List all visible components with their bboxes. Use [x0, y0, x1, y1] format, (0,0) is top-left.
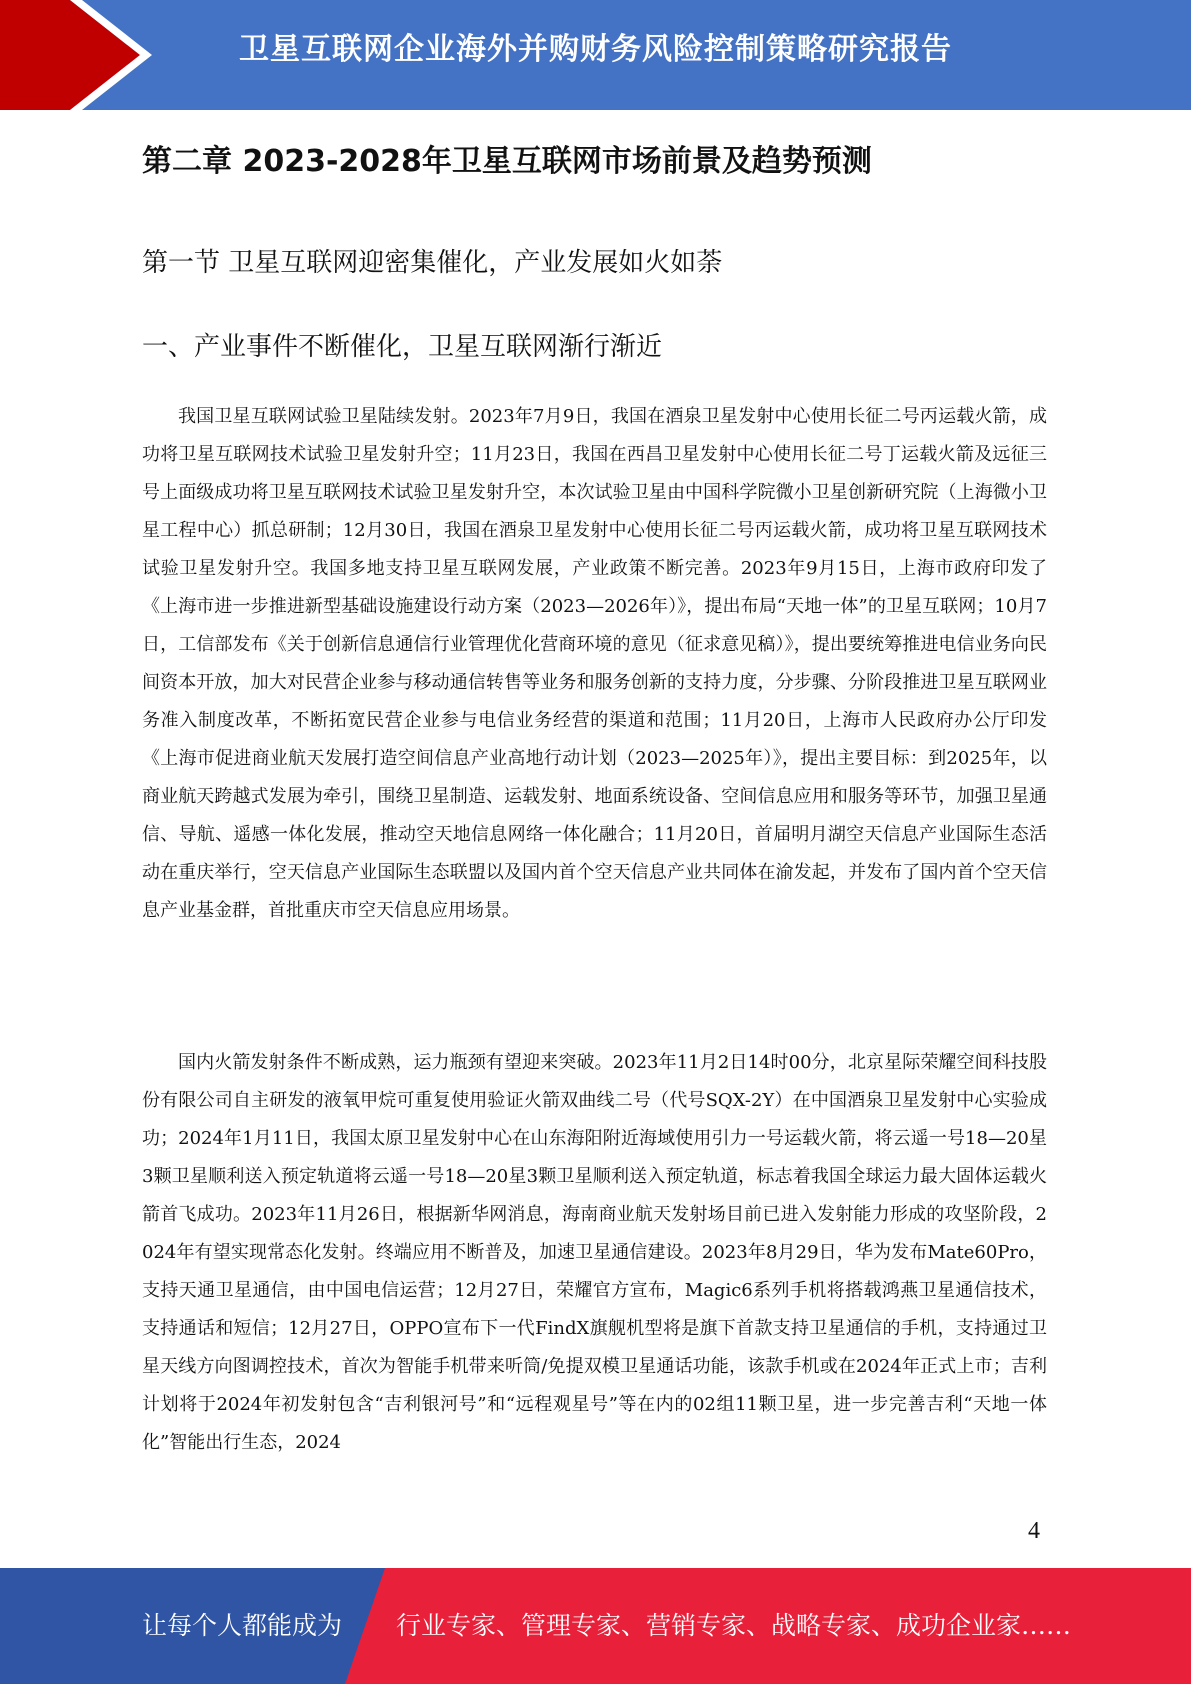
footer-slogan-left: 让每个人都能成为 [142, 1611, 343, 1640]
footer-banner [0, 1568, 1191, 1684]
chapter-title: 第二章 2023-2028年卫星互联网市场前景及趋势预测 [142, 144, 872, 179]
subsection-title: 一、产业事件不断催化，卫星互联网渐行渐近 [142, 332, 663, 362]
body-paragraph-2: 国内火箭发射条件不断成熟，运力瓶颈有望迎来突破。2023年11月2日14时00分，北京星际荣耀空间科技股份有限公司自主研发的液氧甲烷可重复使用验证火箭双曲线二号（代号SQX-2Y）在中国酒泉卫星发射中心实验成功；2024年1月11日，我国太原卫星发射中心在山东海阳附近海域使用引力一号运载火箭，将云遥一号18—20星3颗卫星顺利送入预定轨道将云遥一号18—20星3颗卫星顺利送入预定轨道，标志着我国全球运力最大固体运载火箭首飞成功。2023年11月26日，根据新华网消息，海南商业航天发射场目前已进入发射能力形成的攻坚阶段，2024年有望实现常态化发射。终端应用不断普及，加速卫星通信建设。2023年8月29日，华为发布Mate60Pro，支持天通卫星通信，由中国电信运营；12月27日，荣耀官方宣布，Magic6系列手机将搭载鸿燕卫星通信技术，支持通话和短信；12月27日，OPPO宣布下一代FindX旗舰机型将是旗下首款支持卫星通信的手机，支持通过卫星天线方向图调控技术，首次为智能手机带来听筒/免提双模卫星通话功能，该款手机或在2024年正式上市；吉利计划将于2024年初发射包含“吉利银河号”和“远程观星号”等在内的02组11颗卫星，进一步完善吉利“天地一体化”智能出行生态，2024 [142, 1052, 1047, 1453]
section-title: 第一节 卫星互联网迎密集催化，产业发展如火如荼 [142, 248, 723, 278]
report-title: 卫星互联网企业海外并购财务风险控制策略研究报告 [239, 32, 952, 67]
header-banner [0, 0, 1191, 110]
footer-slogan-right: 行业专家、管理专家、营销专家、战略专家、成功企业家…… [396, 1611, 1072, 1640]
page-number: 4 [1028, 1518, 1040, 1544]
body-paragraph-1: 我国卫星互联网试验卫星陆续发射。2023年7月9日，我国在酒泉卫星发射中心使用长征二号丙运载火箭，成功将卫星互联网技术试验卫星发射升空；11月23日，我国在西昌卫星发射中心使用长征二号丁运载火箭及远征三号上面级成功将卫星互联网技术试验卫星发射升空，本次试验卫星由中国科学院微小卫星创新研究院（上海微小卫星工程中心）抓总研制；12月30日，我国在酒泉卫星发射中心使用长征二号丙运载火箭，成功将卫星互联网技术试验卫星发射升空。我国多地支持卫星互联网发展，产业政策不断完善。2023年9月15日，上海市政府印发了《上海市进一步推进新型基础设施建设行动方案（2023—2026年）》，提出布局“天地一体”的卫星互联网；10月7日，工信部发布《关于创新信息通信行业管理优化营商环境的意见（征求意见稿）》，提出要统筹推进电信业务向民间资本开放，加大对民营企业参与移动通信转售等业务和服务创新的支持力度，分步骤、分阶段推进卫星互联网业务准入制度改革，不断拓宽民营企业参与电信业务经营的渠道和范围；11月20日，上海市人民政府办公厅印发《上海市促进商业航天发展打造空间信息产业高地行动计划（2023—2025年）》，提出主要目标：到2025年，以商业航天跨越式发展为牵引，围绕卫星制造、运载发射、地面系统设备、空间信息应用和服务等环节，加强卫星通信、导航、遥感一体化发展，推动空天地信息网络一体化融合；11月20日，首届明月湖空天信息产业国际生态活动在重庆举行，空天信息产业国际生态联盟以及国内首个空天信息产业共同体在渝发起，并发布了国内首个空天信息产业基金群，首批重庆市空天信息应用场景。 [142, 406, 1047, 921]
